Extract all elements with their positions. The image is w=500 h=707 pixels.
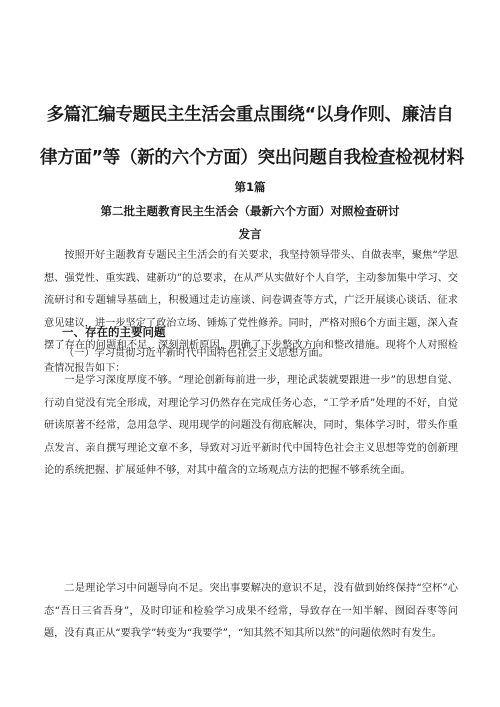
section-heading: 一、存在的主要问题 [62,325,166,339]
document-title-line-1: 多篇汇编专题民主生活会重点围绕“以身作则、廉洁自 [46,105,454,125]
intro-paragraph: 按照开好主题教育专题民主生活会的有关要求，我坚持领导带头、自做表率，聚焦“学思想、强党性、重实践、建新功”的总要求，在从严从实做好个人自学，主动参加集中学习、交流研讨和专题辅导基础上，积极通过走访座谈、问卷调查等方式，广泛开展谈心谈话、征求意见建议，进一步坚定了政治立场、锤炼了党性修养。同时，严格对照6个方面主题，深入查摆了存在的问题和不足，深刻剖析原因，明确了下步整改方向和整改措施。现将个人对照检查情况报告如下： [44,250,458,374]
part-label: 第1篇 [234,180,266,194]
paragraph-point-2: 二是理论学习中问题导向不足。突出事要解决的意识不足，没有做到始终保持“空杯”心态“吾日三省吾身”，及时印证和检验学习成果不经常，导致存在一知半解、囫囵吞枣等问题，没有真正从“要我学”转变为“我要学”，“知其然不知其所以然”的问题依然时有发生。 [44,583,458,639]
document-title-line-2: 律方面”等（新的六个方面）突出问题自我检查检视材料 [40,148,464,168]
article-subtitle-tail: 发言 [238,227,262,241]
paragraph-point-1: 一是学习深度厚度不够。“理论创新每前进一步，理论武装就要跟进一步”的思想自觉、行动自觉没有完全形成，对理论学习仍然存在完成任务心态，“工学矛盾”处理的不好，自觉研读原著不经常，急用急学、现用现学的问题没有彻底解决，同时，集体学习时，带头作重点发言、亲自撰写理论文章不多，导致对习近平新时代中国特色社会主义思想等党的创新理论的系统把握、扩展延伸不够，对其中蕴含的立场观点方法的把握不够系统全面。 [44,375,458,476]
article-subtitle: 第二批主题教育民主生活会（最新六个方面）对照检查研讨 [100,204,400,218]
subsection-heading: （一）学习贯彻习近平新时代中国特色社会主义思想方面。 [64,348,329,359]
